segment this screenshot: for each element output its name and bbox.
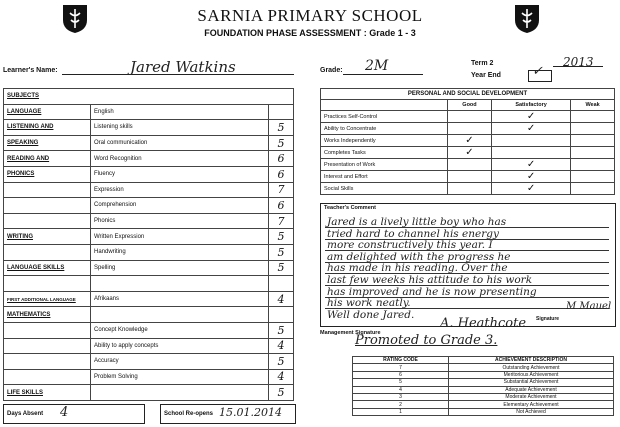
subject-row (4, 135, 294, 151)
psd-weak (571, 183, 615, 195)
rating-code: 6 (353, 371, 449, 378)
psd-label: Presentation of Work (321, 159, 448, 171)
subject-score: 7 (269, 182, 294, 198)
psd-label: Completes Tasks (321, 147, 448, 159)
achievement-description: Elementary Achievement (449, 401, 614, 408)
psd-weak (571, 159, 615, 171)
subject-score (269, 104, 294, 120)
subject-row (4, 385, 294, 401)
comment-line: am delighted with the progress he (327, 250, 511, 263)
subject-category: PHONICS (4, 166, 91, 182)
psd-table (320, 88, 615, 195)
rating-code: 5 (353, 379, 449, 386)
subject-row (4, 369, 294, 385)
subject-score: 4 (269, 338, 294, 354)
management-signature-label: Management Signature (320, 330, 381, 336)
subject-score: 5 (269, 354, 294, 370)
subject-row (4, 198, 294, 214)
achievement-description: Substantial Achievement (449, 379, 614, 386)
grade-label: Grade: (320, 67, 343, 74)
rating-row (353, 386, 614, 393)
teacher-comment-box (320, 203, 616, 327)
subject-row (4, 213, 294, 229)
subject-score: 5 (269, 244, 294, 260)
subject-score: 5 (269, 135, 294, 151)
teacher-comment-label: Teacher's Comment (324, 205, 376, 211)
rating-row (353, 408, 614, 415)
achievement-description-header: ACHIEVEMENT DESCRIPTION (449, 357, 614, 364)
psd-good: ✓ (448, 147, 492, 159)
subject-item (91, 385, 269, 401)
subject-category: SPEAKING (4, 135, 91, 151)
subject-row (4, 322, 294, 338)
subject-item: Fluency (91, 166, 269, 182)
subject-score: 5 (269, 229, 294, 245)
psd-label: Practices Self-Control (321, 111, 448, 123)
psd-good: ✓ (448, 135, 492, 147)
psd-good (448, 183, 492, 195)
subject-category: LIFE SKILLS (4, 385, 91, 401)
subject-score: 5 (269, 260, 294, 276)
achievement-description: Outstanding Achievement (449, 364, 614, 371)
subject-score: 6 (269, 151, 294, 167)
psd-weak (571, 111, 615, 123)
subject-row (4, 260, 294, 276)
subject-item (91, 276, 269, 292)
psd-blank-header (321, 100, 448, 111)
yearend-check: ✓ (532, 64, 543, 79)
achievement-description: Adequate Achievement (449, 386, 614, 393)
subjects-table (3, 88, 294, 401)
term-label: Term 2 (471, 60, 494, 67)
subject-item: Ability to apply concepts (91, 338, 269, 354)
psd-satisfactory: ✓ (491, 183, 570, 195)
rating-code: 1 (353, 408, 449, 415)
subject-category: READING AND (4, 151, 91, 167)
subject-category: LANGUAGE (4, 104, 91, 120)
achievement-description: Not Achieved (449, 408, 614, 415)
comment-line: last few weeks his attitude to his work (327, 274, 533, 286)
psd-row (321, 171, 615, 183)
subject-score (269, 307, 294, 323)
psd-label: Ability to Concentrate (321, 123, 448, 135)
psd-satisfactory: ✓ (491, 111, 570, 123)
subject-score: 5 (269, 322, 294, 338)
grade-value: 2M (365, 58, 389, 74)
rating-code-header: RATING CODE (353, 357, 449, 364)
psd-satisfactory: ✓ (491, 159, 570, 171)
subject-row (4, 291, 294, 307)
subject-row (4, 354, 294, 370)
subject-row (4, 104, 294, 120)
subject-item: Accuracy (91, 354, 269, 370)
subject-score: 5 (269, 120, 294, 136)
subject-item: Problem Solving (91, 369, 269, 385)
psd-satisfactory (491, 135, 570, 147)
subject-item: Afrikaans (91, 291, 269, 307)
subject-item: Handwriting (91, 244, 269, 260)
achievement-description: Meritorious Achievement (449, 371, 614, 378)
comment-line: his work neatly. (327, 297, 411, 310)
subject-category (4, 244, 91, 260)
subject-score (269, 276, 294, 292)
psd-weak (571, 135, 615, 147)
school-reopens-box (160, 404, 296, 424)
subject-category: LANGUAGE SKILLS (4, 260, 91, 276)
subject-category (4, 322, 91, 338)
subject-item: English (91, 104, 269, 120)
psd-good (448, 171, 492, 183)
subject-score: 5 (269, 385, 294, 401)
rating-row (353, 379, 614, 386)
subject-row (4, 307, 294, 323)
psd-row (321, 159, 615, 171)
subject-score: 7 (269, 213, 294, 229)
school-reopens-value: 15.01.2014 (219, 406, 282, 419)
subject-item: Comprehension (91, 198, 269, 214)
rating-row (353, 364, 614, 371)
psd-label: Works Independently (321, 135, 448, 147)
psd-weak (571, 147, 615, 159)
psd-good (448, 123, 492, 135)
rating-code: 3 (353, 393, 449, 400)
subject-item (91, 307, 269, 323)
subjects-header: SUBJECTS (4, 89, 294, 105)
subject-category: WRITING (4, 229, 91, 245)
rating-code: 4 (353, 386, 449, 393)
subject-row (4, 182, 294, 198)
term-year-value: 2013 (563, 55, 594, 69)
grade-line (343, 74, 423, 75)
psd-row (321, 183, 615, 195)
subject-category (4, 198, 91, 214)
subject-category (4, 369, 91, 385)
promoted-note: Promoted to Grade 3. (355, 333, 498, 348)
psd-good (448, 159, 492, 171)
days-absent-value: 4 (60, 405, 69, 420)
rating-code: 7 (353, 364, 449, 371)
rating-code-table (352, 356, 614, 416)
comment-line: has made in his reading. Over the (327, 262, 508, 275)
subject-category: LISTENING AND (4, 120, 91, 136)
subject-category (4, 213, 91, 229)
subject-category (4, 354, 91, 370)
psd-col-satisfactory: Satisfactory (491, 100, 570, 111)
subject-item: Expression (91, 182, 269, 198)
yearend-label: Year End (471, 72, 501, 79)
subject-item: Concept Knowledge (91, 322, 269, 338)
psd-row (321, 123, 615, 135)
subject-item: Listening skills (91, 120, 269, 136)
subject-row (4, 166, 294, 182)
subject-score: 4 (269, 369, 294, 385)
subject-score: 4 (269, 291, 294, 307)
subject-category (4, 338, 91, 354)
comment-line: has improved and he is now presenting (327, 285, 537, 298)
psd-row (321, 111, 615, 123)
psd-weak (571, 123, 615, 135)
subject-item: Phonics (91, 213, 269, 229)
rating-row (353, 401, 614, 408)
psd-col-good: Good (448, 100, 492, 111)
signature-label: Signature (536, 316, 560, 322)
rating-code: 2 (353, 401, 449, 408)
comment-line: more constructively this year. I (327, 239, 493, 252)
psd-title: PERSONAL AND SOCIAL DEVELOPMENT (321, 89, 615, 100)
subject-row (4, 338, 294, 354)
rating-row (353, 371, 614, 378)
assessment-title: FOUNDATION PHASE ASSESSMENT : Grade 1 - 3 (204, 28, 416, 38)
psd-row (321, 147, 615, 159)
subject-row (4, 229, 294, 245)
subject-item: Word Recognition (91, 151, 269, 167)
comment-line: Jared is a lively little boy who has (327, 216, 507, 228)
subject-row (4, 151, 294, 167)
subject-item: Oral communication (91, 135, 269, 151)
learner-name-value: Jared Watkins (130, 58, 236, 76)
psd-good (448, 111, 492, 123)
subject-row (4, 276, 294, 292)
teacher-signature: M Mauel (566, 301, 612, 312)
subject-category: FIRST ADDITIONAL LANGUAGE (4, 291, 91, 307)
psd-satisfactory (491, 147, 570, 159)
psd-row (321, 135, 615, 147)
subject-score: 6 (269, 166, 294, 182)
psd-col-weak: Weak (571, 100, 615, 111)
subject-category (4, 276, 91, 292)
learner-name-label: Learner's Name: (3, 67, 58, 74)
psd-label: Interest and Effort (321, 171, 448, 183)
psd-satisfactory: ✓ (491, 123, 570, 135)
achievement-description: Moderate Achievement (449, 393, 614, 400)
school-reopens-label: School Re-opens (164, 411, 214, 417)
comment-line: tried hard to channel his energy (327, 227, 499, 240)
subject-row (4, 244, 294, 260)
subject-item: Spelling (91, 260, 269, 276)
days-absent-label: Days Absent (7, 411, 44, 417)
psd-satisfactory: ✓ (491, 171, 570, 183)
days-absent-box (3, 404, 145, 424)
subject-category: MATHEMATICS (4, 307, 91, 323)
subject-row (4, 120, 294, 136)
school-name: SARNIA PRIMARY SCHOOL (197, 6, 423, 25)
comment-line: Well done Jared. (327, 308, 415, 321)
psd-label: Social Skills (321, 183, 448, 195)
rating-row (353, 393, 614, 400)
subject-category (4, 182, 91, 198)
subject-item: Written Expression (91, 229, 269, 245)
management-signature: A. Heathcote (440, 316, 527, 331)
subject-score: 6 (269, 198, 294, 214)
psd-weak (571, 171, 615, 183)
